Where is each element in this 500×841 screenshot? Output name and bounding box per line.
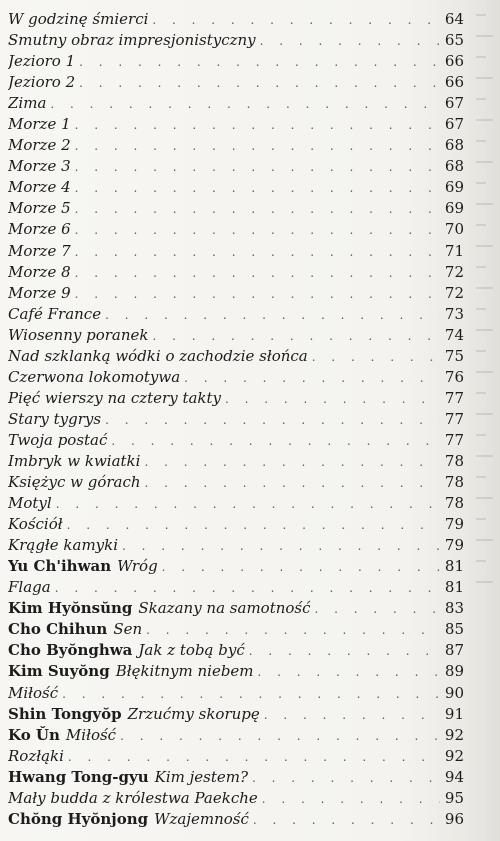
toc-entry [8,388,464,409]
bleed-line [476,476,486,478]
toc-entry-work: Morze 7 [8,241,71,260]
toc-entry-page-number: 72 [444,283,464,302]
bleed-line [476,434,486,436]
toc-entry [8,598,464,619]
bleed-line [476,14,486,16]
toc-entry-work: Skazany na samotność [138,599,311,618]
toc-entry-title [8,556,158,577]
toc-entry-work: Twoja postać [8,430,108,449]
toc-entry-work: Morze 3 [8,157,71,176]
bleed-line [476,77,493,79]
toc-entry-work: Morze 1 [8,115,71,134]
toc-entry-work: Morze 6 [8,220,71,239]
dot-leader [312,347,440,367]
toc-entry-page-number: 70 [444,220,464,239]
toc-entry [8,472,464,493]
toc-entry-page-number: 81 [444,578,464,597]
toc-entry-title [8,514,63,535]
toc-entry-work: Nad szklanką wódki o zachodzie słońca [8,346,308,365]
toc-entry [8,177,464,198]
toc-entry-page-number: 72 [444,262,464,281]
toc-entry-page-number: 94 [444,767,464,786]
toc-entry-author: Chŏng Hyŏnjong [8,809,149,828]
toc-entry-page-number: 95 [444,788,464,807]
toc-entry-title [8,683,58,704]
toc-entry-author: Cho Byŏnghwa [8,641,133,660]
toc-entry-title [8,640,245,661]
toc-entry [8,114,464,135]
toc-entry-work: Imbryk w kwiatki [8,451,141,470]
dot-leader [262,789,440,809]
toc-entry-page-number: 74 [444,325,464,344]
toc-entry [8,30,464,51]
toc-entry-work: Morze 8 [8,262,71,281]
bleed-line [476,203,493,205]
bleed-line [476,371,493,373]
toc-entry-work: Wiosenny poranek [8,325,149,344]
toc-entry-work: Księżyc w górach [8,473,141,492]
toc-entry-work: Jezioro 1 [8,52,76,71]
toc-entry-page-number: 78 [444,473,464,492]
toc-entry-author: Kim Hyŏnsŭng [8,599,133,618]
toc-entry-title [8,262,71,283]
toc-entry-page-number: 65 [444,31,464,50]
toc-entry-page-number: 71 [444,241,464,260]
toc-entry-page-number: 75 [444,346,464,365]
bleed-line [476,245,493,247]
toc-entry-author: Ko Ŭn [8,725,60,744]
toc-entry-title [8,767,248,788]
toc-entry [8,746,464,767]
dot-leader [258,662,440,682]
toc-entry-page-number: 67 [444,94,464,113]
toc-entry-page-number: 66 [444,73,464,92]
toc-entry-title [8,135,71,156]
toc-entry-title [8,93,46,114]
toc-entry [8,788,464,809]
bleed-line [476,56,486,58]
toc-entry [8,198,464,219]
dot-leader [264,705,440,725]
toc-entry-title [8,114,71,135]
toc-entry-page-number: 79 [444,536,464,555]
toc-entry [8,51,464,72]
toc-entry-title [8,704,260,725]
toc-entry-page-number: 87 [444,641,464,660]
toc-entry-title [8,72,75,93]
toc-entry-work: Morze 9 [8,283,71,302]
toc-entry-page-number: 68 [444,157,464,176]
toc-entry [8,135,464,156]
toc-entry [8,430,464,451]
toc-entry [8,304,464,325]
toc-entry-title [8,430,107,451]
toc-entry [8,9,464,30]
toc-entry [8,640,464,661]
dot-leader [75,284,440,304]
bleed-line [476,539,493,541]
bleed-line [476,287,493,289]
toc-entry-work: Morze 4 [8,178,71,197]
dot-leader [55,578,440,598]
toc-entry [8,156,464,177]
bleed-line [476,392,486,394]
toc-entry-title [8,30,256,51]
dot-leader [75,220,440,240]
toc-entry-title [8,388,221,409]
toc-entry-page-number: 83 [444,599,464,618]
toc-entry-work: Miłość [8,683,59,702]
bleed-line [476,35,493,37]
toc-entry-page-number: 91 [444,704,464,723]
bleed-line [476,161,493,163]
toc-entry [8,262,464,283]
dot-leader [62,684,440,704]
toc-entry-page-number: 68 [444,136,464,155]
dot-leader [225,389,440,409]
toc-entry-work: Stary tygrys [8,409,102,428]
toc-entry-title [8,451,140,472]
toc-entry-work: Wróg [117,557,158,576]
toc-entry-work: Morze 2 [8,136,71,155]
toc-entry [8,767,464,788]
dot-leader [75,136,440,156]
toc-entry-work: Krągłe kamyki [8,536,119,555]
toc-entry [8,556,464,577]
toc-entry-title [8,598,311,619]
toc-entry-page-number: 76 [444,367,464,386]
toc-entry-title [8,409,101,430]
toc-entry-page-number: 77 [444,388,464,407]
toc-entry-work: Jak z tobą być [138,641,245,660]
dot-leader [152,10,440,30]
toc-entry-page-number: 66 [444,52,464,71]
dot-leader [315,599,440,619]
toc-entry [8,283,464,304]
toc-entry-work: Morze 5 [8,199,71,218]
toc-entry-work: W godzinę śmierci [8,10,149,28]
page-edge-bleed-through [472,0,500,841]
dot-leader [75,157,440,177]
toc-entry-page-number: 81 [444,557,464,576]
dot-leader [75,242,440,262]
dot-leader [75,178,440,198]
toc-entry-work: Café France [8,304,102,323]
toc-entry-page-number: 78 [444,494,464,513]
toc-entry-title [8,577,51,598]
dot-leader [79,73,440,93]
toc-entry [8,661,464,682]
toc-entry-page-number: 73 [444,304,464,323]
toc-entry-page-number: 89 [444,662,464,681]
toc-entry-title [8,325,149,346]
toc-entry-title [8,346,308,367]
toc-entry-author: Cho Chihun [8,620,108,639]
toc-entry-work: Kim jestem? [154,767,249,786]
dot-leader [253,810,440,830]
toc-entry-title [8,493,52,514]
toc-entry-work: Błękitnym niebem [115,662,254,681]
toc-entry-title [8,51,75,72]
toc-entry-author: Yu Ch'ihwan [8,557,112,576]
dot-leader [75,263,440,283]
bleed-line [476,455,493,457]
toc-entry-page-number: 77 [444,409,464,428]
toc-entry-title [8,809,249,830]
toc-entry [8,514,464,535]
dot-leader [260,31,440,51]
toc-entry-title [8,367,180,388]
dot-leader [122,536,440,556]
bleed-line [476,119,493,121]
toc-entry-title [8,746,64,767]
toc-entry-page-number: 90 [444,683,464,702]
toc-entry [8,241,464,262]
bleed-line [476,560,486,562]
toc-entry-page-number: 64 [444,10,464,28]
toc-entry-page-number: 92 [444,725,464,744]
dot-leader [68,747,440,767]
toc-entry [8,683,464,704]
toc-entry-work: Mały budda z królestwa Paekche [8,788,258,807]
toc-entry-title [8,283,71,304]
dot-leader [144,452,440,472]
toc-entry-title [8,725,116,746]
dot-leader [79,52,440,72]
dot-leader [75,115,440,135]
toc-entry-title [8,472,141,493]
toc-entry-title [8,9,148,30]
dot-leader [67,515,440,535]
toc-entry [8,325,464,346]
bleed-line [476,497,493,499]
toc-entry [8,704,464,725]
dot-leader [75,199,440,219]
toc-entry [8,409,464,430]
dot-leader [120,726,440,746]
toc-entry [8,535,464,556]
bleed-line [476,308,486,310]
dot-leader [252,768,440,788]
toc-entry-title [8,535,118,556]
toc-entry-page-number: 79 [444,515,464,534]
toc-entry [8,451,464,472]
dot-leader [162,557,440,577]
toc-entry-page-number: 78 [444,451,464,470]
bleed-line [476,266,486,268]
bleed-line [476,329,493,331]
bleed-line [476,350,486,352]
toc-entry-work: Smutny obraz impresjonistyczny [8,31,256,50]
toc-entry-title [8,156,71,177]
toc-entry-author: Hwang Tong-gyu [8,767,149,786]
bleed-line [476,413,493,415]
dot-leader [146,620,440,640]
toc-entry-work: Motyl [8,494,52,513]
toc-entry-title [8,177,71,198]
toc-entry-work: Jezioro 2 [8,73,76,92]
toc-entry-title [8,241,71,262]
bleed-line [476,140,486,142]
toc-entry-title [8,219,71,240]
toc-entry-title [8,661,254,682]
toc-entry-work: Wzajemność [154,809,249,828]
dot-leader [56,494,440,514]
bleed-line [476,581,493,583]
bleed-line [476,182,486,184]
dot-leader [249,641,440,661]
toc-entry [8,577,464,598]
toc-entry-title [8,619,142,640]
toc-entry [8,72,464,93]
dot-leader [184,368,440,388]
toc-entry-work: Zima [8,94,47,113]
table-of-contents [8,9,464,830]
toc-entry-title [8,788,258,809]
toc-entry [8,493,464,514]
toc-entry [8,619,464,640]
toc-entry-page-number: 77 [444,430,464,449]
dot-leader [153,326,441,346]
toc-entry-page-number: 67 [444,115,464,134]
toc-entry-page-number: 96 [444,809,464,828]
toc-entry-page-number: 92 [444,746,464,765]
dot-leader [50,94,440,114]
toc-entry-work: Rozłąki [8,746,64,765]
toc-entry-work: Pięć wierszy na cztery takty [8,388,222,407]
dot-leader [145,473,440,493]
toc-entry-work: Kościół [8,515,63,534]
toc-entry [8,725,464,746]
toc-entry-title [8,304,101,325]
toc-entry [8,93,464,114]
toc-entry-author: Kim Suyŏng [8,662,110,681]
toc-entry-work: Miłość [65,725,117,744]
dot-leader [105,410,440,430]
toc-entry-work: Zrzućmy skorupę [127,704,260,723]
toc-entry [8,346,464,367]
toc-entry-page-number: 85 [444,620,464,639]
bleed-line [476,518,486,520]
toc-entry-author: Shin Tongyŏp [8,704,122,723]
toc-entry [8,367,464,388]
toc-entry-page-number: 69 [444,199,464,218]
toc-entry-page-number: 69 [444,178,464,197]
toc-entry [8,219,464,240]
bleed-line [476,224,486,226]
dot-leader [111,431,440,451]
toc-entry-work: Sen [113,620,143,639]
toc-entry-title [8,198,71,219]
dot-leader [105,305,440,325]
toc-entry [8,809,464,830]
toc-entry-work: Flaga [8,578,51,597]
bleed-line [476,98,486,100]
toc-entry-work: Czerwona lokomotywa [8,367,181,386]
